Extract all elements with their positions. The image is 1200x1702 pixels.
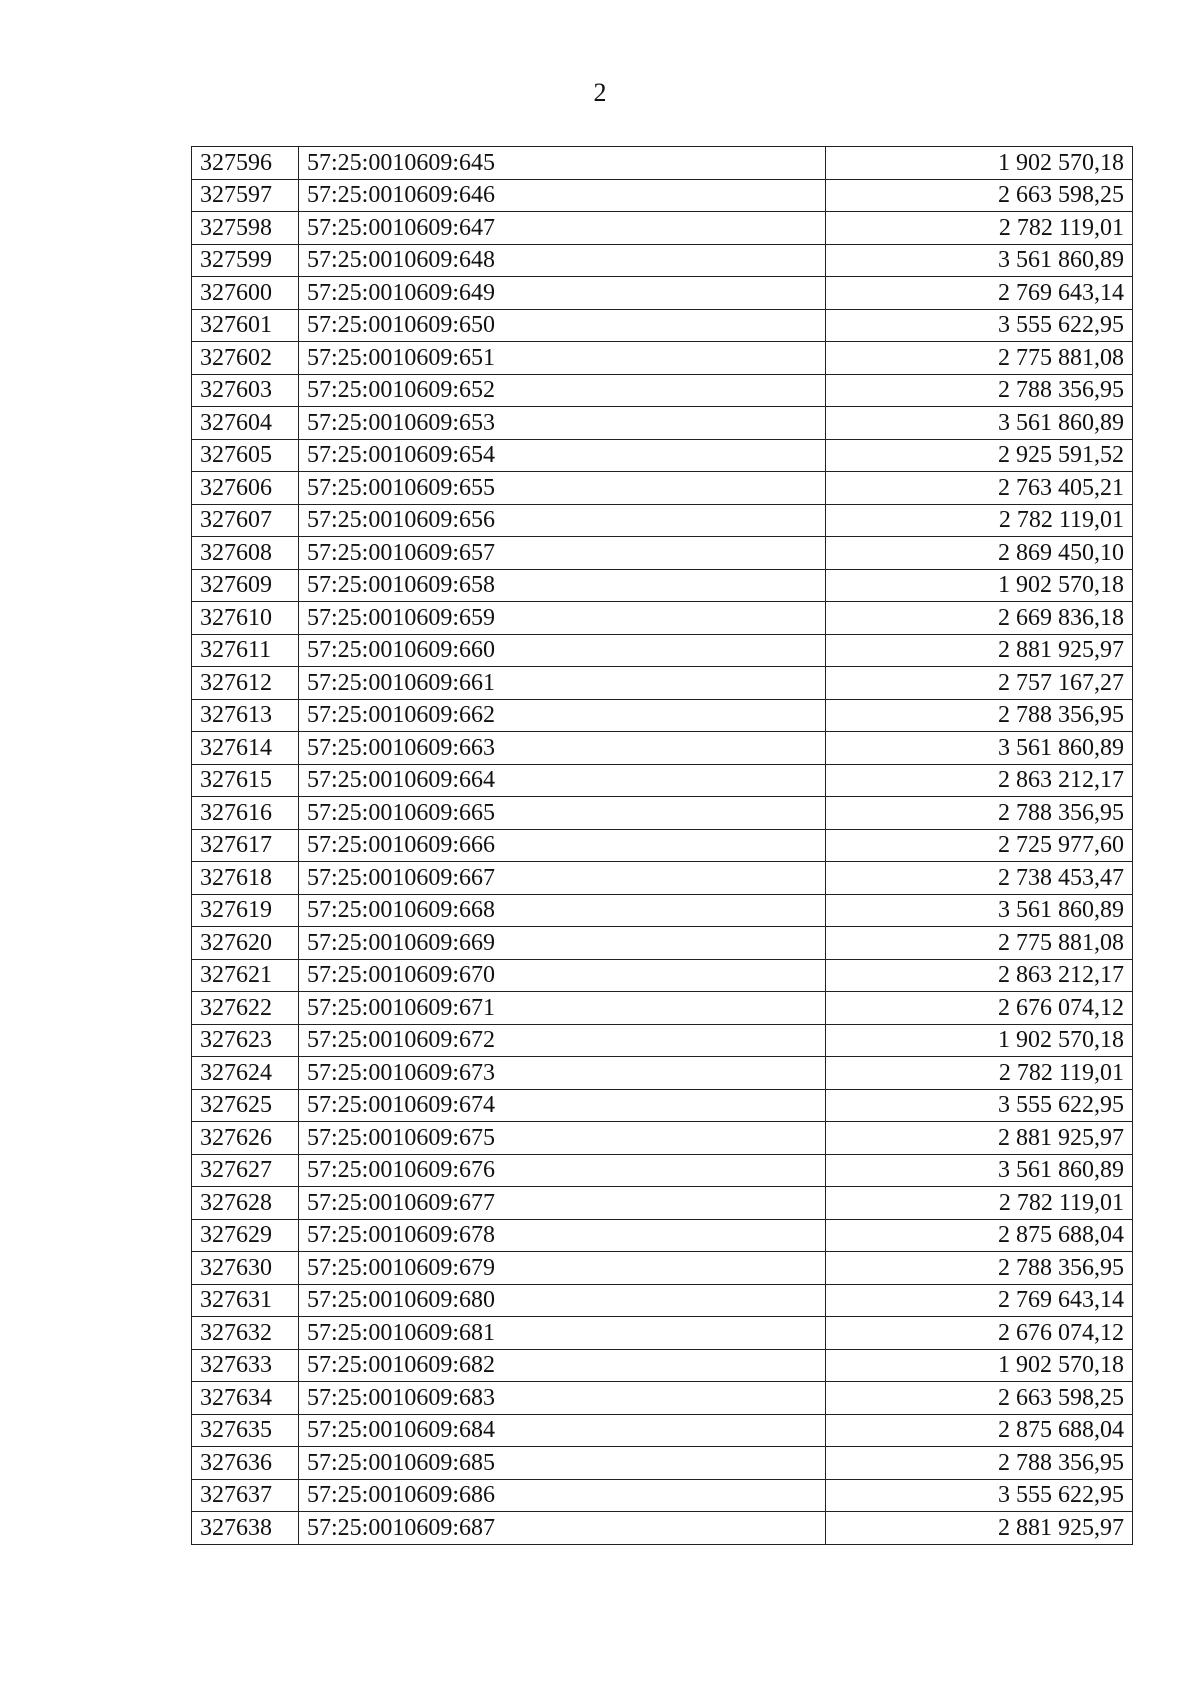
cadastral-value-cell: 2 775 881,08 [826, 927, 1133, 960]
cadastral-value-cell: 2 788 356,95 [826, 1252, 1133, 1285]
row-id-cell: 327627 [192, 1154, 299, 1187]
cadastral-value-cell: 2 788 356,95 [826, 797, 1133, 830]
row-id-cell: 327619 [192, 894, 299, 927]
row-id-cell: 327606 [192, 472, 299, 505]
cadastral-value-cell: 2 875 688,04 [826, 1414, 1133, 1447]
cadastral-number-cell: 57:25:0010609:656 [299, 504, 826, 537]
cadastral-number-cell: 57:25:0010609:680 [299, 1284, 826, 1317]
row-id-cell: 327620 [192, 927, 299, 960]
row-id-cell: 327604 [192, 407, 299, 440]
table-row [192, 504, 1133, 537]
cadastral-number-cell: 57:25:0010609:659 [299, 602, 826, 635]
table-row [192, 569, 1133, 602]
cadastral-number-cell: 57:25:0010609:678 [299, 1219, 826, 1252]
cadastral-number-cell: 57:25:0010609:651 [299, 342, 826, 375]
cadastral-value-cell: 2 738 453,47 [826, 862, 1133, 895]
row-id-cell: 327602 [192, 342, 299, 375]
cadastral-number-cell: 57:25:0010609:662 [299, 699, 826, 732]
cadastral-number-cell: 57:25:0010609:675 [299, 1122, 826, 1155]
row-id-cell: 327621 [192, 959, 299, 992]
cadastral-number-cell: 57:25:0010609:647 [299, 212, 826, 245]
table-row [192, 472, 1133, 505]
row-id-cell: 327614 [192, 732, 299, 765]
cadastral-number-cell: 57:25:0010609:668 [299, 894, 826, 927]
cadastral-value-cell: 2 788 356,95 [826, 699, 1133, 732]
cadastral-value-cell: 2 676 074,12 [826, 1317, 1133, 1350]
cadastral-value-cell: 1 902 570,18 [826, 1024, 1133, 1057]
table-body [192, 147, 1133, 1545]
cadastral-value-cell: 2 782 119,01 [826, 1187, 1133, 1220]
row-id-cell: 327611 [192, 634, 299, 667]
cadastral-value-cell: 2 925 591,52 [826, 439, 1133, 472]
cadastral-number-cell: 57:25:0010609:652 [299, 374, 826, 407]
row-id-cell: 327608 [192, 537, 299, 570]
cadastral-value-cell: 3 561 860,89 [826, 407, 1133, 440]
row-id-cell: 327635 [192, 1414, 299, 1447]
cadastral-number-cell: 57:25:0010609:648 [299, 244, 826, 277]
row-id-cell: 327609 [192, 569, 299, 602]
cadastral-value-cell: 3 555 622,95 [826, 1479, 1133, 1512]
row-id-cell: 327638 [192, 1512, 299, 1545]
cadastral-value-cell: 2 863 212,17 [826, 959, 1133, 992]
table-row [192, 1447, 1133, 1480]
cadastral-number-cell: 57:25:0010609:650 [299, 309, 826, 342]
cadastral-number-cell: 57:25:0010609:674 [299, 1089, 826, 1122]
row-id-cell: 327629 [192, 1219, 299, 1252]
cadastral-number-cell: 57:25:0010609:661 [299, 667, 826, 700]
row-id-cell: 327603 [192, 374, 299, 407]
cadastral-number-cell: 57:25:0010609:687 [299, 1512, 826, 1545]
cadastral-value-cell: 3 561 860,89 [826, 732, 1133, 765]
cadastral-number-cell: 57:25:0010609:673 [299, 1057, 826, 1090]
cadastral-value-cell: 2 788 356,95 [826, 1447, 1133, 1480]
table-row [192, 439, 1133, 472]
table-row [192, 1187, 1133, 1220]
cadastral-number-cell: 57:25:0010609:653 [299, 407, 826, 440]
table-row [192, 277, 1133, 310]
table-row [192, 1154, 1133, 1187]
table-row [192, 309, 1133, 342]
row-id-cell: 327622 [192, 992, 299, 1025]
table-row [192, 1512, 1133, 1545]
cadastral-number-cell: 57:25:0010609:670 [299, 959, 826, 992]
row-id-cell: 327634 [192, 1382, 299, 1415]
table-row [192, 1252, 1133, 1285]
table-row [192, 1122, 1133, 1155]
table-row [192, 1089, 1133, 1122]
table-row [192, 342, 1133, 375]
cadastral-value-cell: 3 561 860,89 [826, 244, 1133, 277]
cadastral-value-cell: 1 902 570,18 [826, 569, 1133, 602]
row-id-cell: 327626 [192, 1122, 299, 1155]
table-row [192, 829, 1133, 862]
table-row [192, 894, 1133, 927]
cadastral-value-cell: 3 561 860,89 [826, 894, 1133, 927]
cadastral-number-cell: 57:25:0010609:685 [299, 1447, 826, 1480]
table-row [192, 959, 1133, 992]
cadastral-number-cell: 57:25:0010609:665 [299, 797, 826, 830]
row-id-cell: 327617 [192, 829, 299, 862]
cadastral-number-cell: 57:25:0010609:672 [299, 1024, 826, 1057]
table-row [192, 1349, 1133, 1382]
table-row [192, 1219, 1133, 1252]
cadastral-number-cell: 57:25:0010609:667 [299, 862, 826, 895]
table-row [192, 1479, 1133, 1512]
cadastral-number-cell: 57:25:0010609:677 [299, 1187, 826, 1220]
row-id-cell: 327618 [192, 862, 299, 895]
page-number: 2 [593, 78, 607, 107]
cadastral-value-cell: 2 669 836,18 [826, 602, 1133, 635]
table-row [192, 147, 1133, 180]
cadastral-value-table [191, 146, 1133, 1545]
cadastral-number-cell: 57:25:0010609:660 [299, 634, 826, 667]
row-id-cell: 327637 [192, 1479, 299, 1512]
cadastral-value-cell: 2 769 643,14 [826, 277, 1133, 310]
table-row [192, 244, 1133, 277]
cadastral-value-cell: 2 663 598,25 [826, 179, 1133, 212]
table-row [192, 212, 1133, 245]
cadastral-value-cell: 2 863 212,17 [826, 764, 1133, 797]
cadastral-value-cell: 3 561 860,89 [826, 1154, 1133, 1187]
row-id-cell: 327623 [192, 1024, 299, 1057]
cadastral-value-cell: 2 757 167,27 [826, 667, 1133, 700]
cadastral-value-cell: 2 782 119,01 [826, 212, 1133, 245]
table-row [192, 667, 1133, 700]
cadastral-value-cell: 2 881 925,97 [826, 1512, 1133, 1545]
row-id-cell: 327632 [192, 1317, 299, 1350]
cadastral-number-cell: 57:25:0010609:686 [299, 1479, 826, 1512]
cadastral-number-cell: 57:25:0010609:684 [299, 1414, 826, 1447]
cadastral-value-cell: 2 788 356,95 [826, 374, 1133, 407]
cadastral-value-cell: 2 875 688,04 [826, 1219, 1133, 1252]
cadastral-value-cell: 2 676 074,12 [826, 992, 1133, 1025]
table-row [192, 407, 1133, 440]
cadastral-number-cell: 57:25:0010609:663 [299, 732, 826, 765]
row-id-cell: 327624 [192, 1057, 299, 1090]
table-row [192, 862, 1133, 895]
row-id-cell: 327599 [192, 244, 299, 277]
row-id-cell: 327613 [192, 699, 299, 732]
cadastral-number-cell: 57:25:0010609:682 [299, 1349, 826, 1382]
row-id-cell: 327600 [192, 277, 299, 310]
cadastral-value-cell: 3 555 622,95 [826, 1089, 1133, 1122]
table-row [192, 1284, 1133, 1317]
row-id-cell: 327615 [192, 764, 299, 797]
table-row [192, 374, 1133, 407]
cadastral-value-cell: 2 881 925,97 [826, 1122, 1133, 1155]
row-id-cell: 327633 [192, 1349, 299, 1382]
cadastral-number-cell: 57:25:0010609:664 [299, 764, 826, 797]
table-row [192, 1414, 1133, 1447]
table-row [192, 1317, 1133, 1350]
table-row [192, 1057, 1133, 1090]
cadastral-value-cell: 1 902 570,18 [826, 147, 1133, 180]
cadastral-number-cell: 57:25:0010609:683 [299, 1382, 826, 1415]
row-id-cell: 327616 [192, 797, 299, 830]
cadastral-number-cell: 57:25:0010609:666 [299, 829, 826, 862]
cadastral-number-cell: 57:25:0010609:654 [299, 439, 826, 472]
cadastral-number-cell: 57:25:0010609:671 [299, 992, 826, 1025]
cadastral-number-cell: 57:25:0010609:657 [299, 537, 826, 570]
row-id-cell: 327597 [192, 179, 299, 212]
cadastral-value-cell: 2 663 598,25 [826, 1382, 1133, 1415]
cadastral-number-cell: 57:25:0010609:681 [299, 1317, 826, 1350]
cadastral-value-cell: 2 869 450,10 [826, 537, 1133, 570]
cadastral-value-cell: 2 775 881,08 [826, 342, 1133, 375]
cadastral-number-cell: 57:25:0010609:645 [299, 147, 826, 180]
cadastral-number-cell: 57:25:0010609:679 [299, 1252, 826, 1285]
table-row [192, 602, 1133, 635]
row-id-cell: 327607 [192, 504, 299, 537]
row-id-cell: 327610 [192, 602, 299, 635]
table-row [192, 179, 1133, 212]
row-id-cell: 327636 [192, 1447, 299, 1480]
table-row [192, 1382, 1133, 1415]
table-row [192, 797, 1133, 830]
cadastral-number-cell: 57:25:0010609:646 [299, 179, 826, 212]
cadastral-number-cell: 57:25:0010609:649 [299, 277, 826, 310]
cadastral-value-cell: 2 782 119,01 [826, 504, 1133, 537]
row-id-cell: 327630 [192, 1252, 299, 1285]
row-id-cell: 327601 [192, 309, 299, 342]
table-row [192, 927, 1133, 960]
row-id-cell: 327628 [192, 1187, 299, 1220]
cadastral-number-cell: 57:25:0010609:655 [299, 472, 826, 505]
table-row [192, 764, 1133, 797]
cadastral-value-cell: 2 763 405,21 [826, 472, 1133, 505]
cadastral-value-cell: 1 902 570,18 [826, 1349, 1133, 1382]
row-id-cell: 327598 [192, 212, 299, 245]
cadastral-value-cell: 2 769 643,14 [826, 1284, 1133, 1317]
row-id-cell: 327631 [192, 1284, 299, 1317]
row-id-cell: 327605 [192, 439, 299, 472]
table-row [192, 537, 1133, 570]
cadastral-number-cell: 57:25:0010609:658 [299, 569, 826, 602]
cadastral-number-cell: 57:25:0010609:676 [299, 1154, 826, 1187]
cadastral-value-cell: 2 725 977,60 [826, 829, 1133, 862]
cadastral-value-cell: 2 881 925,97 [826, 634, 1133, 667]
cadastral-value-cell: 2 782 119,01 [826, 1057, 1133, 1090]
cadastral-value-cell: 3 555 622,95 [826, 309, 1133, 342]
table-row [192, 1024, 1133, 1057]
row-id-cell: 327596 [192, 147, 299, 180]
table-row [192, 634, 1133, 667]
cadastral-number-cell: 57:25:0010609:669 [299, 927, 826, 960]
row-id-cell: 327612 [192, 667, 299, 700]
table-row [192, 992, 1133, 1025]
row-id-cell: 327625 [192, 1089, 299, 1122]
table-row [192, 732, 1133, 765]
table-row [192, 699, 1133, 732]
